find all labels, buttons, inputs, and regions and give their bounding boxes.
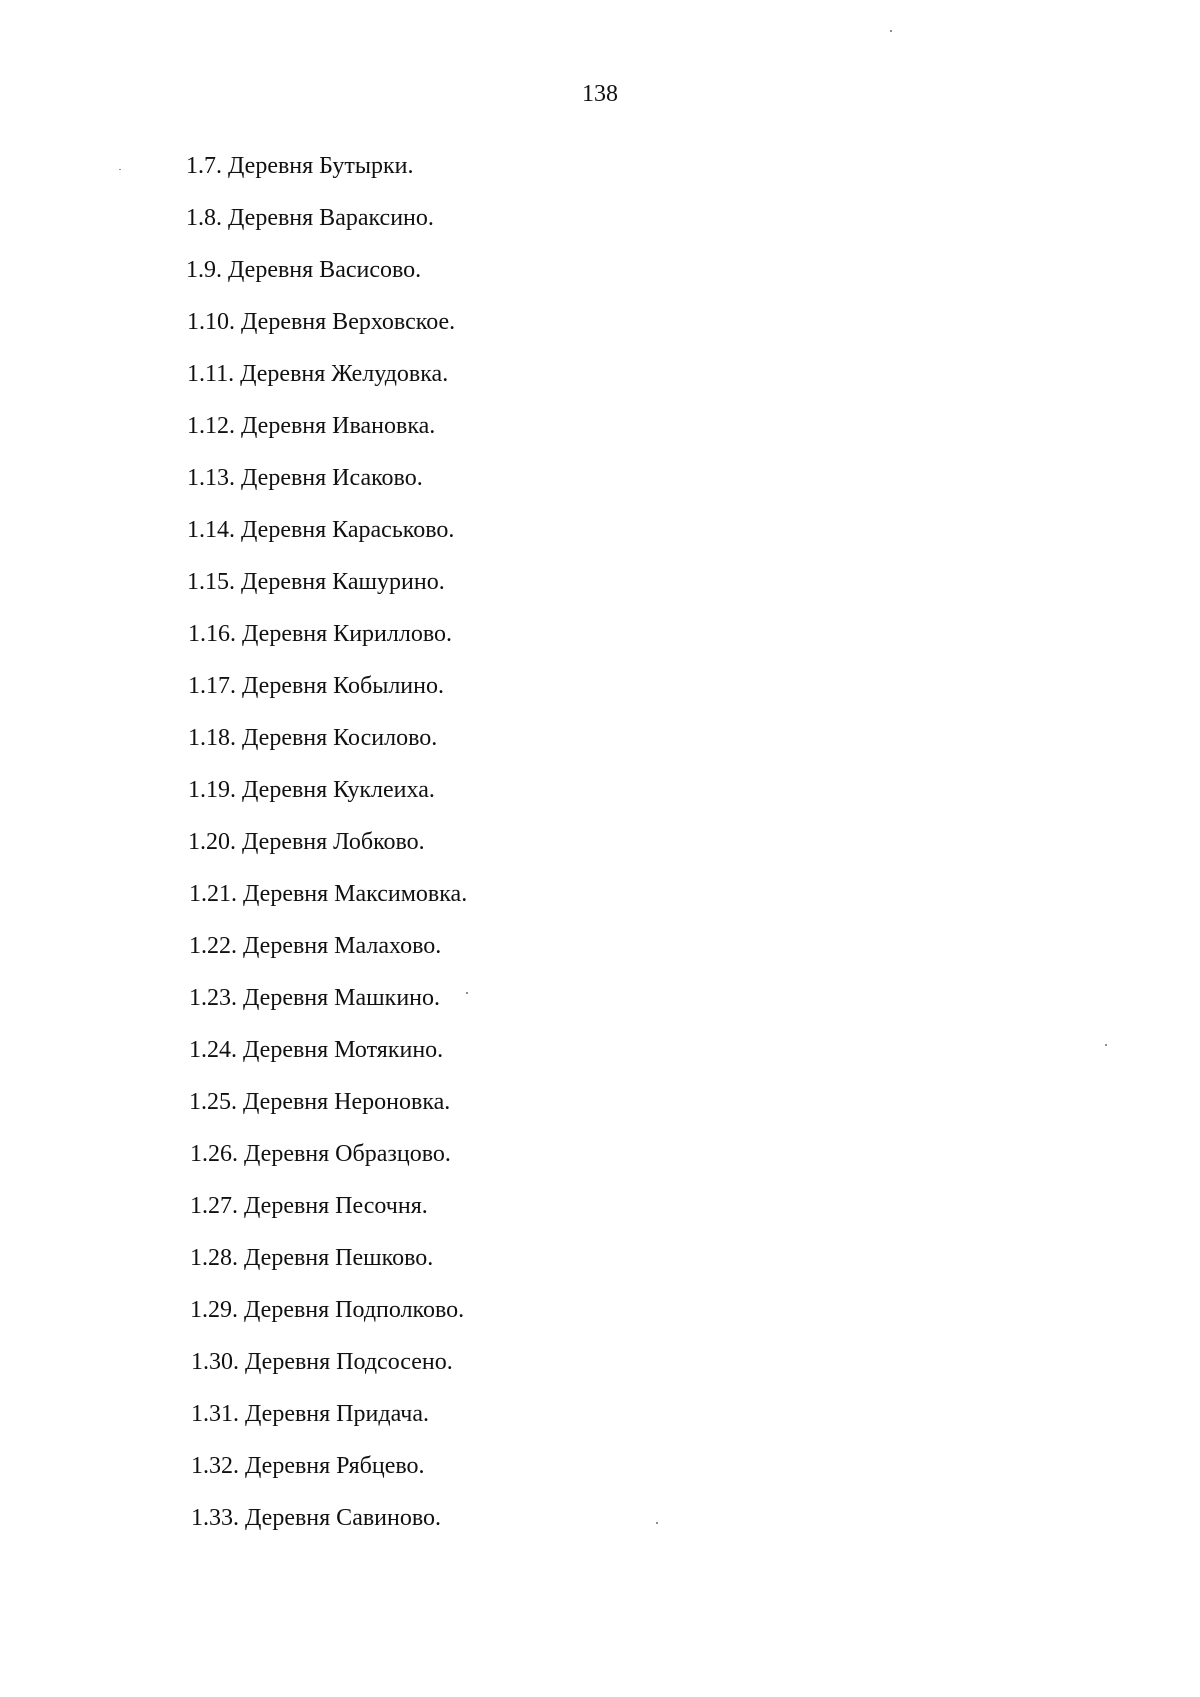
list-item: 1.16. Деревня Кириллово. [188,621,452,647]
list-item: 1.26. Деревня Образцово. [190,1141,451,1167]
list-item: 1.23. Деревня Машкино. [189,985,441,1011]
list-item: 1.17. Деревня Кобылино. [188,673,444,699]
list-item: 1.14. Деревня Караськово. [187,517,455,543]
scan-speck [656,1522,658,1524]
list-item: 1.30. Деревня Подсосено. [191,1349,453,1375]
list-item: 1.27. Деревня Песочня. [190,1193,428,1219]
list-item: 1.19. Деревня Куклеиха. [188,777,435,803]
list-item: 1.25. Деревня Нероновка. [189,1089,451,1115]
list-item: 1.9. Деревня Васисово. [186,257,422,283]
list-item: 1.29. Деревня Подполково. [190,1297,465,1323]
list-item: 1.7. Деревня Бутырки. [186,153,414,179]
list-item: 1.18. Деревня Косилово. [188,725,438,751]
list-item: 1.15. Деревня Кашурино. [187,569,445,595]
scan-speck [119,169,121,170]
list-item: 1.20. Деревня Лобково. [188,829,425,855]
list-item: 1.28. Деревня Пешково. [190,1245,434,1271]
scan-speck [1105,1044,1107,1046]
list-item: 1.11. Деревня Желудовка. [187,361,449,387]
page-number: 138 [582,81,618,107]
list-item: 1.32. Деревня Рябцево. [191,1453,425,1479]
list-item: 1.21. Деревня Максимовка. [189,881,468,907]
list-item: 1.13. Деревня Исаково. [187,465,423,491]
scan-speck [890,30,892,32]
list-item: 1.33. Деревня Савиново. [191,1505,442,1531]
village-list [186,151,467,1555]
list-item: 1.31. Деревня Придача. [191,1401,429,1427]
list-item: 1.12. Деревня Ивановка. [187,413,436,439]
list-item: 1.10. Деревня Верховское. [187,309,456,335]
list-item: 1.8. Деревня Вараксино. [186,205,434,231]
list-item: 1.22. Деревня Малахово. [189,933,442,959]
scan-speck [466,992,468,994]
list-item: 1.24. Деревня Мотякино. [189,1037,444,1063]
